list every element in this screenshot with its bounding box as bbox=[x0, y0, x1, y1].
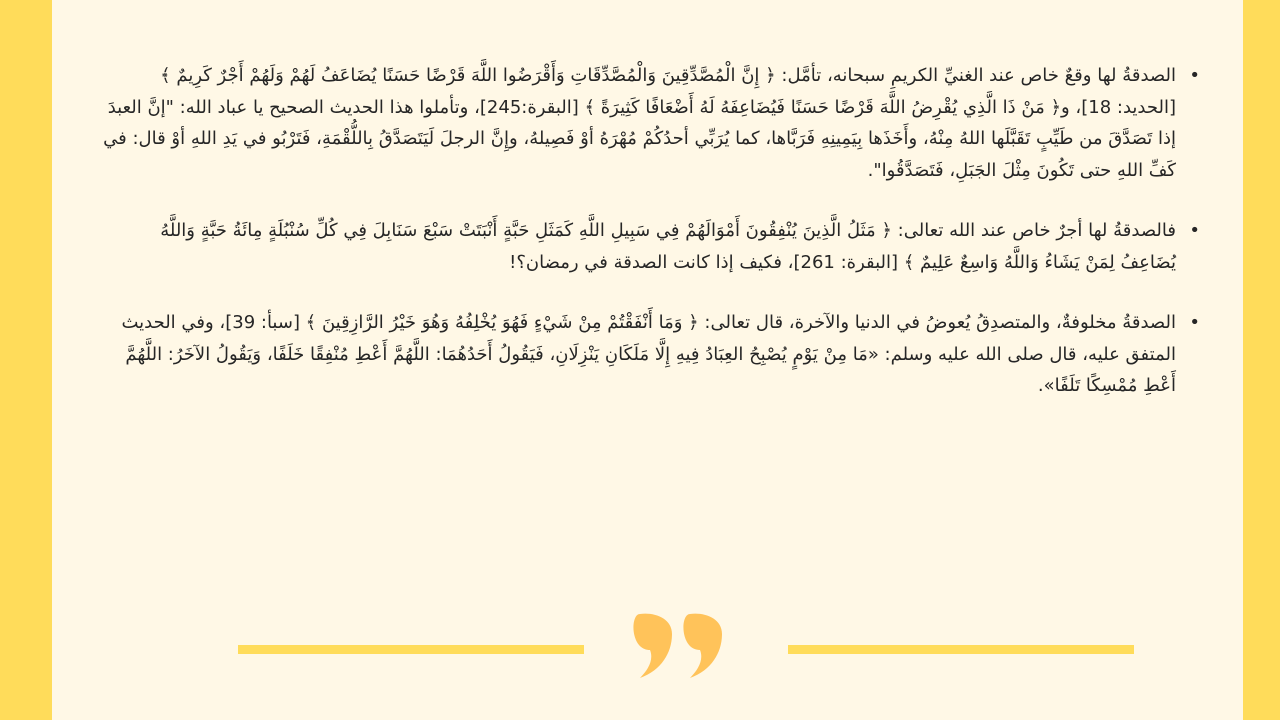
bullet-list bbox=[100, 60, 1200, 431]
divider-line-right bbox=[788, 645, 1134, 654]
right-accent-bar bbox=[1243, 0, 1280, 720]
quotation-marks-icon bbox=[632, 612, 732, 682]
bullet-paragraph-charity-status: • الصدقةُ لها وقعٌ خاص عند الغنيِّ الكريمِ سبحانه، تأمَّل: ﴿ إِنَّ الْمُصَّدِّقِينَ وَالْمُصَّدِّقَاتِ وَأَقْرَضُوا اللَّهَ قَرْضًا حَسَنًا يُضَاعَفُ لَهُمْ وَلَهُمْ أَجْرٌ كَرِيمٌ ﴾ [الحديد: 18]، و﴿ مَنْ ذَا الَّذِي يُقْرِضُ اللَّهَ قَرْضًا حَسَنًا فَيُضَاعِفَهُ لَهُ أَضْعَافًا كَثِيرَةً ﴾ [البقرة:245]، وتأملوا هذا الحديث الصحيح يا عباد الله: "إنَّ العبدَ إذا تَصَدَّقَ من طَيِّبٍ تَقَبَّلَها اللهُ مِنْهُ، وأَخَذَها بِيَمِينِهِ فَرَبَّاها، كما يُرَبِّي أحدُكُمْ مُهْرَهُ أوْ فَصِيلهُ، وإِنَّ الرجلَ لَيَتَصَدَّقُ بِاللُّقْمَةِ، فَتَرْبُو في يَدِ اللهِ أوْ قال: في كَفِّ اللهِ حتى تَكُونَ مِثْلَ الجَبَلِ، فَتَصَدَّقُوا". bbox=[100, 60, 1200, 186]
bullet-paragraph-charity-compensation: • الصدقةُ مخلوفةٌ، والمتصدِقُ يُعوضُ في الدنيا والآخرة، قال تعالى: ﴿ وَمَا أَنْفَقْتُمْ مِنْ شَيْءٍ فَهُوَ يُخْلِفُهُ وَهُوَ خَيْرُ الرَّازِقِينَ ﴾ [سبأ: 39]، وفي الحديث المتفق عليه، قال صلى الله عليه وسلم: «مَا مِنْ يَوْمٍ يُصْبِحُ العِبَادُ فِيهِ إِلَّا مَلَكَانِ يَنْزِلَانِ، فَيَقُولُ أَحَدُهُمَا: اللَّهُمَّ أَعْطِ مُنْفِقًا خَلَفًا، وَيَقُولُ الآخَرُ: اللَّهُمَّ أَعْطِ مُمْسِكًا تَلَفًا». bbox=[100, 307, 1200, 402]
left-accent-bar bbox=[0, 0, 52, 720]
bullet-paragraph-charity-reward: • فالصدقةُ لها أجرٌ خاص عند الله تعالى: ﴿ مَثَلُ الَّذِينَ يُنْفِقُونَ أَمْوَالَهُمْ فِي سَبِيلِ اللَّهِ كَمَثَلِ حَبَّةٍ أَنْبَتَتْ سَبْعَ سَنَابِلَ فِي كُلِّ سُنْبُلَةٍ مِائَةُ حَبَّةٍ وَاللَّهُ يُضَاعِفُ لِمَنْ يَشَاءُ وَاللَّهُ وَاسِعٌ عَلِيمٌ ﴾ [البقرة: 261]، فكيف إذا كانت الصدقة في رمضان؟! bbox=[100, 215, 1200, 278]
divider-line-left bbox=[238, 645, 584, 654]
